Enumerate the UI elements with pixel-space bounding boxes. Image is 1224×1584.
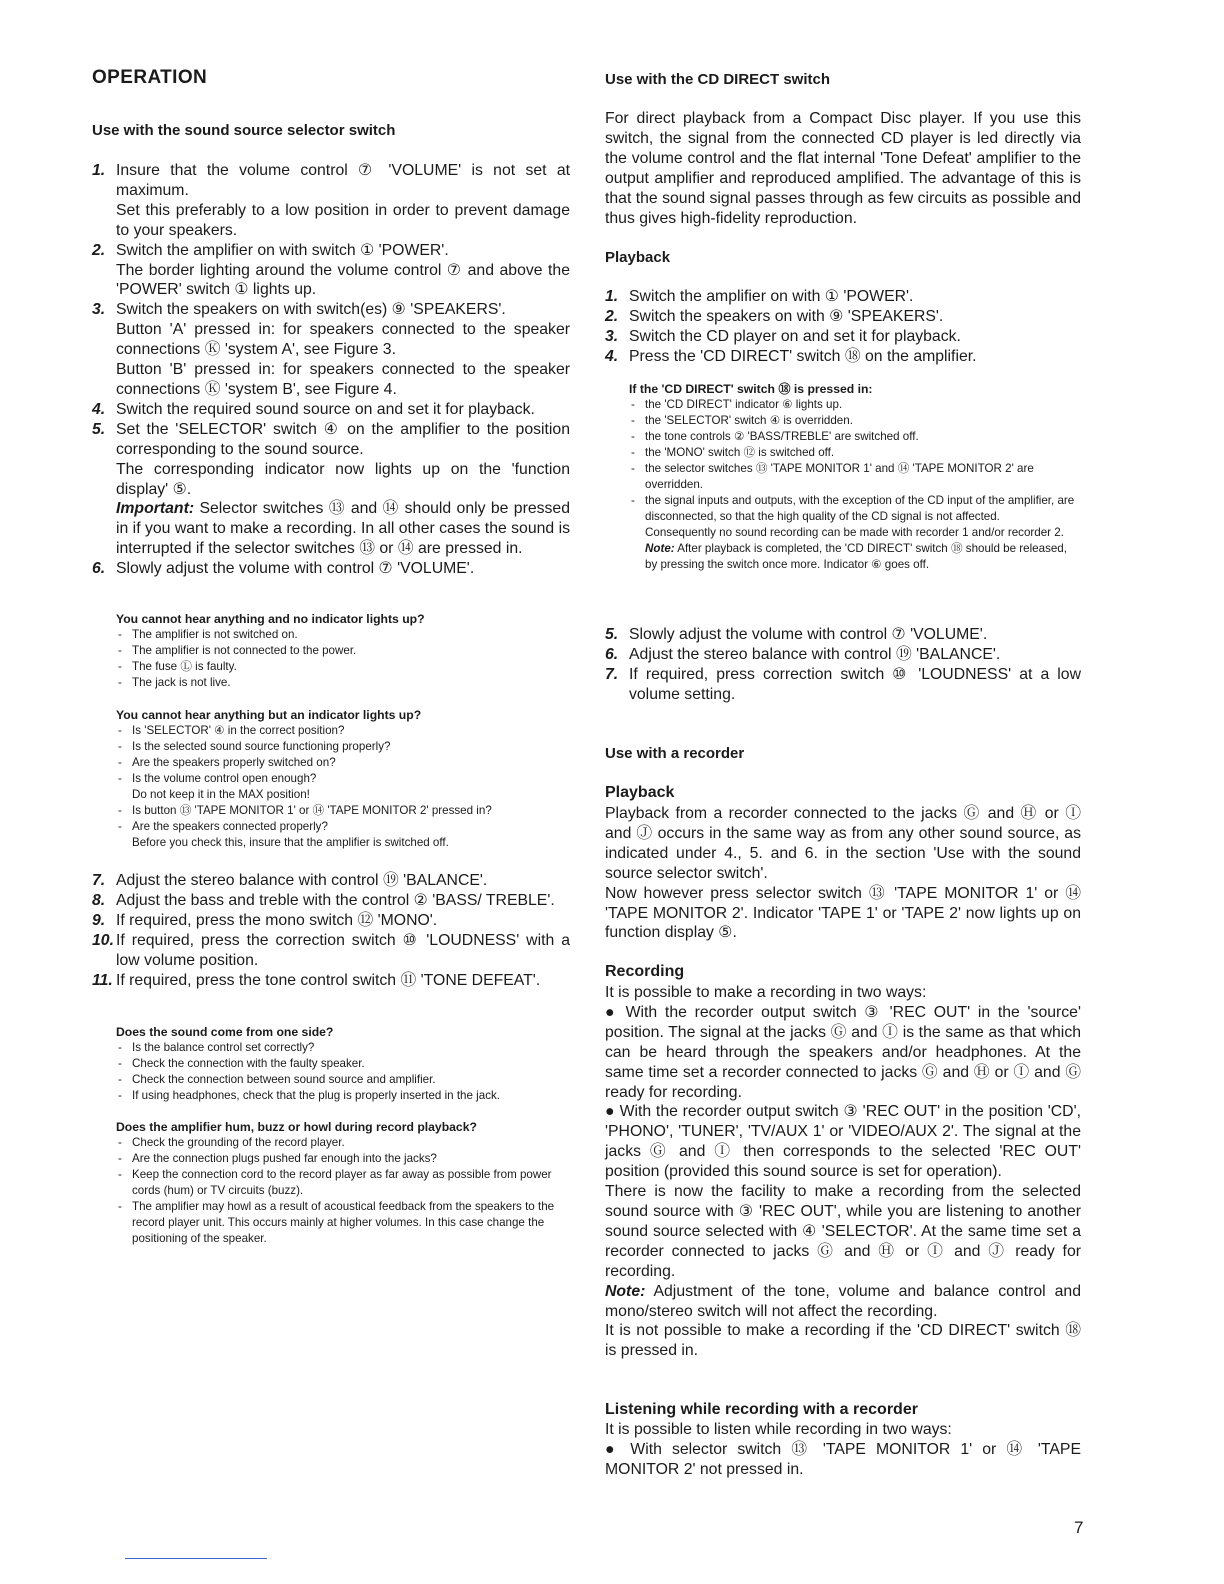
- footer-rule: [125, 1558, 267, 1559]
- rec-playback-text: Playback from a recorder connected to the jacks Ⓖ and Ⓗ or Ⓘ and Ⓙ occurs in the same way as from any other sound source, as indicated under 4., 5. and 6. in the section 'Use with the sound source selector switch'. Now however press selector switch ⑬ 'TAPE MONITOR 1' or ⑭ 'TAPE MONITOR 2'. Indicator 'TAPE 1' or 'TAPE 2' now lights up on function display ⑤.: [605, 805, 1081, 942]
- list-item: - Is the selected sound source functioning properly?: [116, 739, 570, 755]
- list-item: 6. Adjust the stereo balance with control ⑲ 'BALANCE'.: [605, 645, 1001, 663]
- list-item: 5. Set the 'SELECTOR' switch ④ on the amplifier to the position corresponding to the sound source.: [92, 420, 570, 458]
- list-item: 7. Adjust the stereo balance with control ⑲ 'BALANCE'.: [92, 872, 488, 889]
- cd-note-box: If the 'CD DIRECT' switch ⑱ is pressed in: - the 'CD DIRECT' indicator ⑥ lights up. - the 'SELECTOR' switch ④ is overridden. - the tone controls ② 'BASS/TREBLE' are switched off. - the 'MONO' switch ⑫ is switched off. - the selector switches ⑬ 'TAPE MONITOR 1' and ⑭ 'TAPE MONITOR 2' are overridden. - the signal inputs and outputs, with the exception of the CD input of the amplifier, are disconnected, so that the high quality of the CD signal is not affected. Consequently no sound recording can be made with recorder 1 and/or recorder 2. Note: After playback is completed, the 'CD DIRECT' switch ⑱ should be released, by pressing the switch once more. Indicator ⑥ goes off.: [629, 381, 1081, 573]
- subheading-recording: Recording: [605, 963, 685, 980]
- cd-intro: For direct playback from a Compact Disc player. If you use this switch, the signal from the connected CD player is led directly via the volume control and the flat internal 'Tone Defeat' amplifier to the output amplifier and reproduced amplified. The advantage of this is that the sound signal passes through as few circuits as possible and thus gives high-fidelity reproduction.: [605, 110, 1081, 227]
- trouble-box-4: Does the amplifier hum, buzz or howl during record playback? - Check the grounding of the record player. - Are the connection plugs pushed far enough into the jacks? - Keep the connection cord to the record player as far away as possible from power cords (hum) or TV circuits (buzz). - The amplifier may howl as a result of acoustical feedback from the speakers to the record player unit. This occurs mainly at higher volumes. In this case change the positioning of the speaker.: [116, 1119, 570, 1247]
- list-item: 10. If required, press the correction switch ⑩ 'LOUDNESS' with a low volume position.: [92, 931, 570, 969]
- list-item: - The jack is not live.: [116, 675, 570, 691]
- trouble-box-2: You cannot hear anything but an indicator lights up? - Is 'SELECTOR' ④ in the correct position? - Is the selected sound source functioning properly? - Are the speakers properly switched on? - Is the volume control open enough? Do not keep it in the MAX position! - Is button ⑬ 'TAPE MONITOR 1' or ⑭ 'TAPE MONITOR 2' pressed in? - Are the speakers connected properly? Before you check this, insure that the amplifier is switched off.: [116, 707, 570, 851]
- recording-text: It is possible to make a recording in two ways: ● With the recorder output switch ③ 'REC OUT' in the 'source' position. The signal at the jacks Ⓖ and Ⓘ is the same as that which can be heard through the speakers and/or headphones. At the same time set a recorder connected to jacks Ⓖ and Ⓗ or Ⓘ and Ⓖ ready for recording. ● With the recorder output switch ③ 'REC OUT' in the position 'CD', 'PHONO', 'TUNER', 'TV/AUX 1' or 'VIDEO/AUX 2'. The signal at the jacks Ⓖ and Ⓘ then corresponds to the selected 'REC OUT' position (provided this sound source is set for operation). There is now the facility to make a recording from the selected sound source with ③ 'REC OUT', while you are listening to another sound source selected with ④ 'SELECTOR'. At the same time set a recorder connected to jacks Ⓖ and Ⓗ or Ⓘ and Ⓙ ready for recording. Note: Adjustment of the tone, volume and balance control and mono/stereo switch will not affect the recording. It is not possible to make a recording if the 'CD DIRECT' switch ⑱ is pressed in.: [605, 984, 1081, 1360]
- list-item: 4. Press the 'CD DIRECT' switch ⑱ on the amplifier.: [605, 347, 977, 365]
- list-item: - the signal inputs and outputs, with the exception of the CD input of the amplifier, are disconnected, so that the high quality of the CD signal is not affected.: [629, 493, 1081, 525]
- list-item: - The fuse Ⓛ is faulty.: [116, 659, 570, 675]
- list-item: The border lighting around the volume control ⑦ and above the 'POWER' switch ① lights up.: [116, 261, 570, 299]
- list-item: Button 'B' pressed in: for speakers connected to the speaker connections Ⓚ 'system B', see Figure 4.: [116, 361, 570, 398]
- list-item: - Keep the connection cord to the record player as far away as possible from power cords (hum) or TV circuits (buzz).: [116, 1167, 570, 1199]
- list-item: Consequently no sound recording can be made with recorder 1 and/or recorder 2.: [645, 526, 1064, 539]
- list-item: - The amplifier may howl as a result of acoustical feedback from the speakers to the record player unit. This occurs mainly at higher volumes. In this case change the positioning of the speaker.: [116, 1199, 570, 1247]
- list-item: - the 'CD DIRECT' indicator ⑥ lights up.: [629, 397, 1081, 413]
- section-heading-recorder: Use with a recorder: [605, 745, 745, 762]
- list-item: - The amplifier is not switched on.: [116, 627, 570, 643]
- page-number: 7: [1074, 1518, 1084, 1537]
- steps-list-b: [92, 871, 570, 990]
- list-item: Before you check this, insure that the amplifier is switched off.: [132, 836, 449, 849]
- list-item: - Check the connection between sound source and amplifier.: [116, 1072, 570, 1088]
- list-item: - If using headphones, check that the plug is properly inserted in the jack.: [116, 1088, 570, 1104]
- list-item: - Are the connection plugs pushed far enough into the jacks?: [116, 1151, 570, 1167]
- list-item: 11. If required, press the tone control switch ⑪ 'TONE DEFEAT'.: [92, 971, 541, 989]
- cd-steps-b: [605, 625, 1081, 705]
- list-item: Set this preferably to a low position in order to prevent damage to your speakers.: [116, 201, 570, 239]
- trouble-box-3: Does the sound come from one side? - Is the balance control set correctly? - Check the connection with the faulty speaker. - Check the connection between sound source and amplifier. - If using headphones, check that the plug is properly inserted in the jack.: [116, 1024, 570, 1104]
- list-item: 9. If required, press the mono switch ⑫ 'MONO'.: [92, 911, 438, 929]
- trouble-box-1: You cannot hear anything and no indicator lights up? - The amplifier is not switched on. - The amplifier is not connected to the power. - The fuse Ⓛ is faulty. - The jack is not live.: [116, 611, 570, 691]
- list-item: 4. Switch the required sound source on and set it for playback.: [92, 400, 535, 418]
- list-item: 6. Slowly adjust the volume with control ⑦ 'VOLUME'.: [92, 560, 475, 578]
- list-item: Do not keep it in the MAX position!: [132, 788, 310, 801]
- list-item: 1. Insure that the volume control ⑦ 'VOLUME' is not set at maximum.: [92, 162, 570, 199]
- subheading-listening: Listening while recording with a recorder: [605, 1401, 918, 1418]
- list-item: - Check the grounding of the record player.: [116, 1135, 570, 1151]
- subheading-rec-playback: Playback: [605, 784, 675, 801]
- section-heading-cd-direct: Use with the CD DIRECT switch: [605, 71, 831, 88]
- list-item: - Are the speakers properly switched on?: [116, 755, 570, 771]
- list-item: - Is 'SELECTOR' ④ in the correct position?: [116, 723, 570, 739]
- cd-steps-a: [605, 287, 1081, 367]
- list-item: - Check the connection with the faulty speaker.: [116, 1056, 570, 1072]
- list-item: - the tone controls ② 'BASS/TREBLE' are switched off.: [629, 429, 1081, 445]
- list-item: - the 'MONO' switch ⑫ is switched off.: [629, 445, 1081, 461]
- page-title: OPERATION: [92, 67, 208, 88]
- list-item: 5. Slowly adjust the volume with control ⑦ 'VOLUME'.: [605, 626, 988, 643]
- listening-text: It is possible to listen while recording in two ways: ● With selector switch ⑬ 'TAPE MONITOR 1' or ⑭ 'TAPE MONITOR 2' not pressed in.: [605, 1421, 1081, 1478]
- list-item: 8. Adjust the bass and treble with the control ② 'BASS/ TREBLE'.: [92, 891, 555, 909]
- list-item: - the selector switches ⑬ 'TAPE MONITOR 1' and ⑭ 'TAPE MONITOR 2' are overridden.: [629, 461, 1081, 493]
- list-item: The corresponding indicator now lights up on the 'function display' ⑤.: [116, 460, 570, 498]
- list-item: - Is the balance control set correctly?: [116, 1040, 570, 1056]
- list-item: - Is the volume control open enough?: [116, 771, 570, 787]
- steps-list-a: [92, 161, 570, 579]
- list-item: - Are the speakers connected properly?: [116, 819, 570, 835]
- list-item: 1. Switch the amplifier on with ① 'POWER'.: [605, 288, 914, 305]
- list-item: Important: Selector switches ⑬ and ⑭ should only be pressed in if you want to make a recording. In all other cases the sound is interrupted if the selector switches ⑬ or ⑭ are pressed in.: [116, 500, 570, 558]
- subheading-playback: Playback: [605, 249, 671, 266]
- list-item: Note: After playback is completed, the 'CD DIRECT' switch ⑱ should be released, by pressing the switch once more. Indicator ⑥ goes off.: [645, 542, 1067, 571]
- list-item: 3. Switch the CD player on and set it for playback.: [605, 327, 961, 345]
- list-item: - Is button ⑬ 'TAPE MONITOR 1' or ⑭ 'TAPE MONITOR 2' pressed in?: [116, 803, 570, 819]
- list-item: - the 'SELECTOR' switch ④ is overridden.: [629, 413, 1081, 429]
- list-item: 2. Switch the speakers on with ⑨ 'SPEAKERS'.: [605, 307, 944, 325]
- list-item: Button 'A' pressed in: for speakers connected to the speaker connections Ⓚ 'system A', see Figure 3.: [116, 321, 570, 359]
- section-heading-selector: Use with the sound source selector switch: [92, 122, 396, 139]
- list-item: 7. If required, press correction switch ⑩ 'LOUDNESS' at a low volume setting.: [605, 665, 1081, 703]
- list-item: 3. Switch the speakers on with switch(es) ⑨ 'SPEAKERS'.: [92, 301, 506, 319]
- list-item: - The amplifier is not connected to the power.: [116, 643, 570, 659]
- list-item: 2. Switch the amplifier on with switch ① 'POWER'.: [92, 241, 449, 259]
